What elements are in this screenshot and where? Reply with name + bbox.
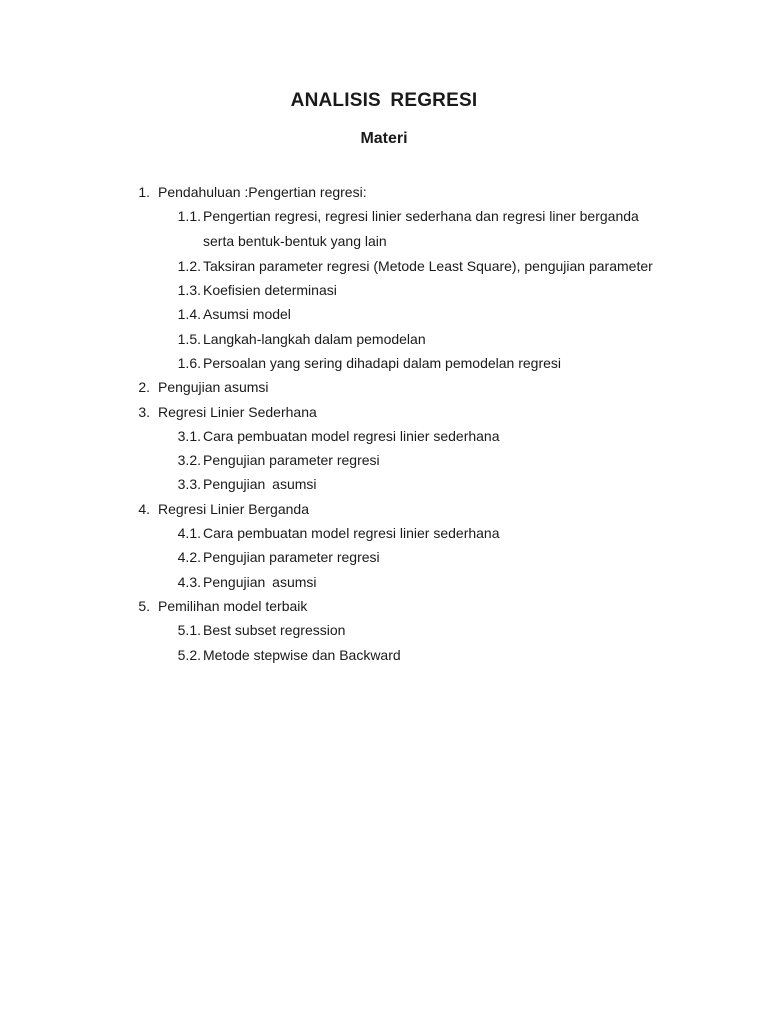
outline-item-text: Pemilihan model terbaik <box>158 597 308 614</box>
outline-item-text: Pendahuluan :Pengertian regresi: <box>158 184 367 200</box>
outline-subitem <box>0 426 768 450</box>
outline-subitem-number: 3.2. <box>177 452 201 469</box>
outline-subitem-number: 4.2. <box>177 549 201 566</box>
outline-subitem-number: 1.4. <box>177 306 201 323</box>
outline-subitem-text: Cara pembuatan model regresi linier sederhana <box>203 525 500 542</box>
outline-item <box>0 596 768 620</box>
outline-subitem-text-wrap <box>203 206 639 251</box>
outline-subitem <box>0 523 768 547</box>
outline-subitem-text: Pengujian asumsi <box>203 573 317 590</box>
outline-item-text: Regresi Linier Sederhana <box>158 403 317 420</box>
outline-item-number: 2. <box>138 379 150 396</box>
document-title: ANALISIS REGRESI <box>290 90 478 111</box>
outline-subitem-text: Pengujian asumsi <box>203 476 317 493</box>
outline-item-number: 3. <box>138 403 150 420</box>
outline-subitem-number: 3.1. <box>177 427 201 444</box>
outline-subitem-number: 4.1. <box>177 525 201 542</box>
outline-subitem <box>0 620 768 644</box>
outline-subitem <box>0 645 768 669</box>
outline-item-text: Regresi Linier Berganda <box>158 500 309 517</box>
outline-item-number: 5. <box>138 597 150 614</box>
outline-item <box>0 182 768 206</box>
outline-subitem <box>0 280 768 304</box>
outline-subitem <box>0 547 768 571</box>
outline-item <box>0 499 768 523</box>
outline-subitem <box>0 353 768 377</box>
outline-item <box>0 377 768 401</box>
outline-subitem-number: 1.2. <box>177 257 201 274</box>
outline-subitem <box>0 474 768 498</box>
outline-subitem-number: 1.6. <box>177 354 201 371</box>
outline-subitem-number: 1.5. <box>177 330 201 347</box>
outline-sublist <box>0 426 768 499</box>
outline-subitem-text: Koefisien determinasi <box>203 282 337 299</box>
outline-subitem <box>0 206 768 256</box>
outline-item <box>0 402 768 426</box>
document-subtitle: Materi <box>360 130 408 147</box>
outline-subitem-number: 5.2. <box>177 646 201 663</box>
outline-subitem-text: Taksiran parameter regresi (Metode Least Square), pengujian parameter <box>203 257 653 274</box>
outline-subitem-number: 4.3. <box>177 573 201 590</box>
outline-sublist <box>0 523 768 596</box>
outline-subitem-number: 5.1. <box>177 622 201 639</box>
outline-item-number: 1. <box>138 184 150 200</box>
outline-subitem <box>0 329 768 353</box>
outline-subitem-number: 1.1. <box>177 208 201 225</box>
outline-subitem-text: Metode stepwise dan Backward <box>203 646 401 663</box>
outline-subitem-continuation: serta bentuk-bentuk yang lain <box>203 233 387 250</box>
outline-subitem-number: 3.3. <box>177 476 201 493</box>
outline-subitem-text: Pengujian parameter regresi <box>203 549 380 566</box>
outline-subitem-text: Pengujian parameter regresi <box>203 452 380 469</box>
outline-subitem-number: 1.3. <box>177 282 201 299</box>
outline-subitem-text: Best subset regression <box>203 622 346 639</box>
outline-subitem-text: Pengertian regresi, regresi linier sederhana dan regresi liner berganda <box>203 208 639 225</box>
outline-subitem <box>0 256 768 280</box>
outline-subitem <box>0 450 768 474</box>
outline-subitem-text: Asumsi model <box>203 306 291 323</box>
outline-sublist <box>0 206 768 377</box>
outline-subitem-text: Persoalan yang sering dihadapi dalam pemodelan regresi <box>203 354 562 371</box>
outline-item-number: 4. <box>138 500 150 517</box>
topic-outline <box>0 182 768 669</box>
outline-subitem-text: Langkah-langkah dalam pemodelan <box>203 330 426 347</box>
outline-subitem <box>0 304 768 328</box>
outline-item-text: Pengujian asumsi <box>158 379 269 396</box>
outline-subitem-text: Cara pembuatan model regresi linier sederhana <box>203 427 500 444</box>
outline-subitem <box>0 572 768 596</box>
outline-sublist <box>0 620 768 669</box>
